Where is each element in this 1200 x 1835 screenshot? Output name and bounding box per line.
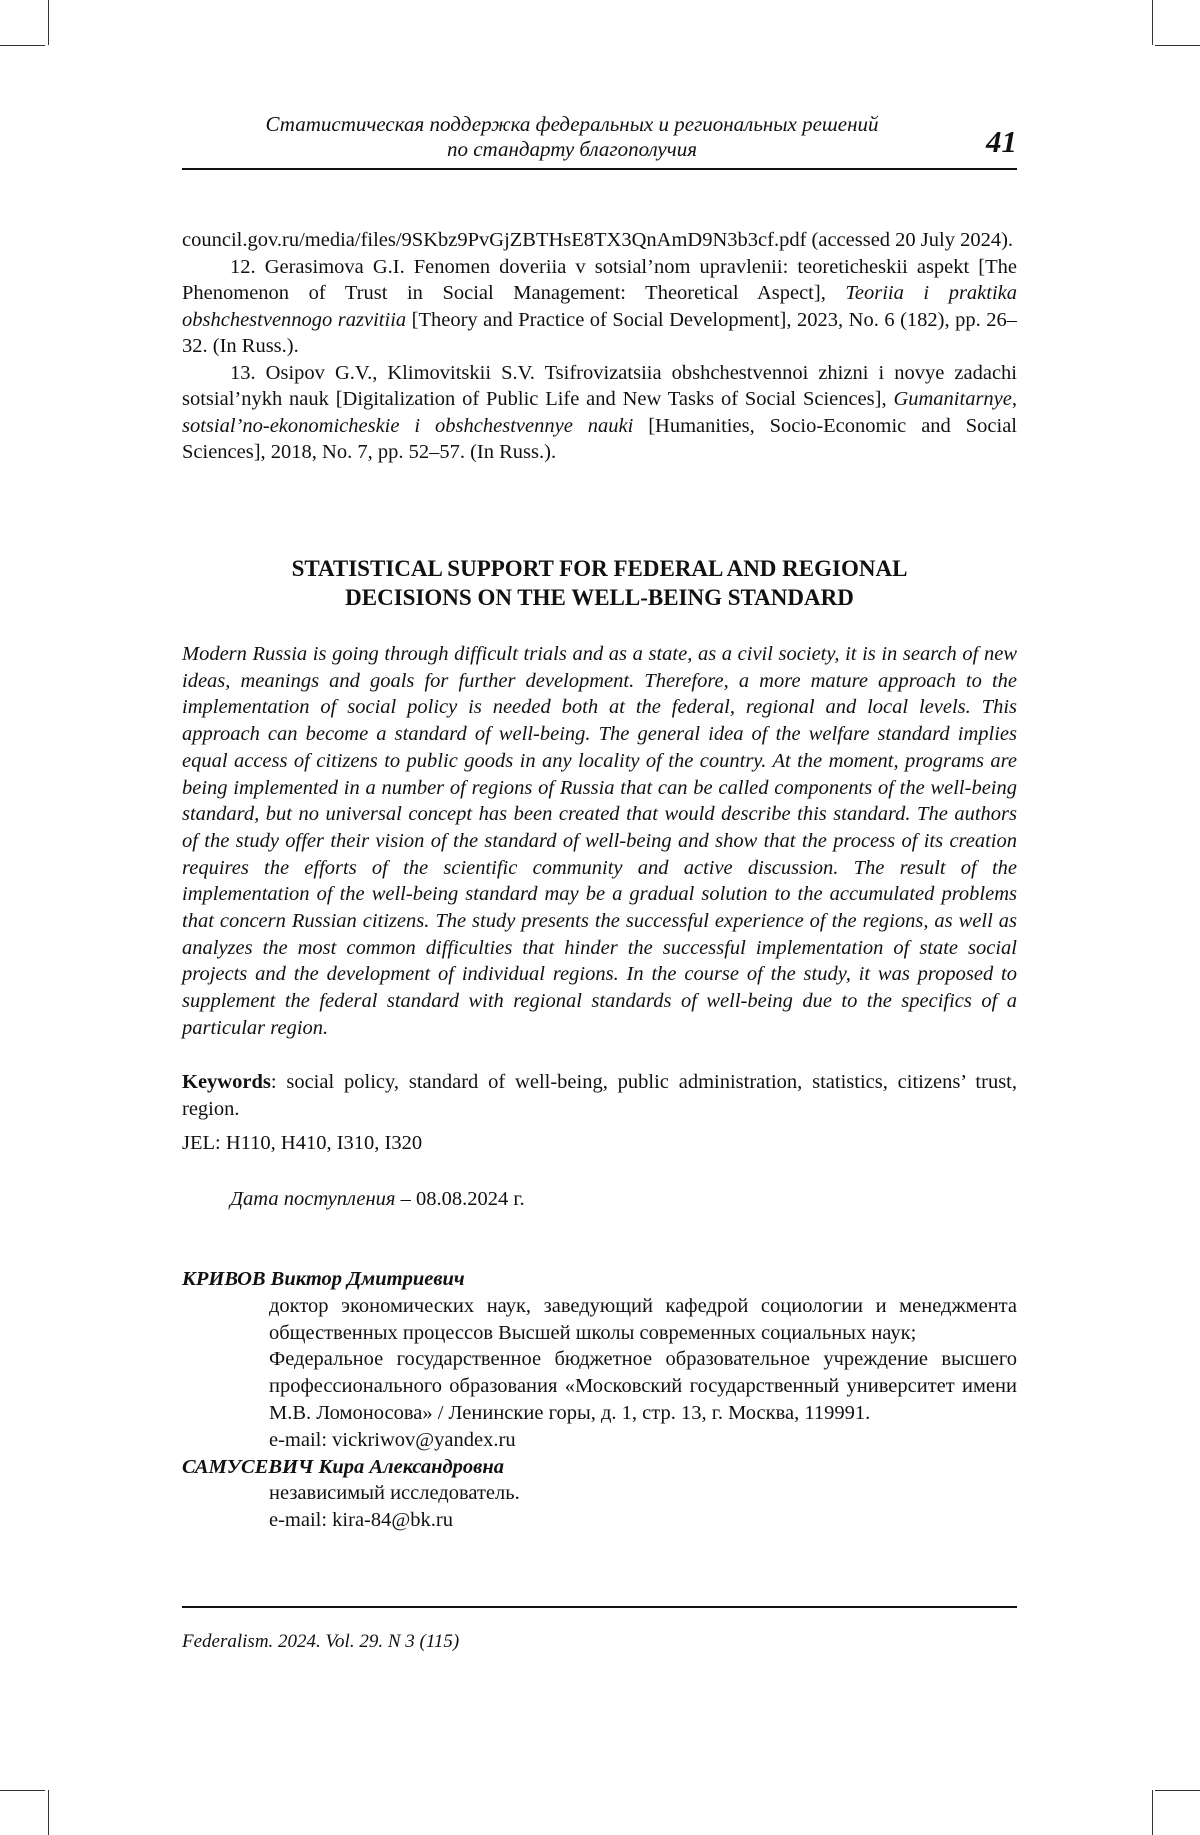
keywords-label: Keywords <box>182 1071 271 1093</box>
author-organization: Федеральное государственное бюджетное образовательное учреждение высшего профессионального образования «Московский государственный университет имени М.В. Ломоносова» / Ленинские горы, д. 1, стр. 13, г. Москва, 119991. <box>269 1348 1017 1424</box>
author-position: доктор экономических наук, заведующий кафедрой социологии и менеджмента общественных процессов Высшей школы современных социальных наук; <box>269 1294 1017 1344</box>
reference-11-tail: council.gov.ru/media/files/9SKbz9PvGjZBTHsE8TX3QnAmD9N3b3cf.pdf (accessed 20 July 2024). <box>182 229 1014 251</box>
crop-mark <box>1155 1790 1200 1791</box>
running-title-line2: по стандарту благополучия <box>446 137 698 161</box>
received-date <box>230 1186 525 1213</box>
keywords-text: : social policy, standard of well-being, public administration, statistics, citizens’ trust, region. <box>182 1071 1017 1120</box>
references-list <box>182 227 1017 466</box>
reference-13-text-end: [Humanities, Socio-Economic and Social Sciences], 2018, No. 7, pp. 52–57. (In Russ.). <box>182 414 1017 463</box>
running-title-line1: Статистическая поддержка федеральных и региональных решений <box>265 112 879 136</box>
crop-mark <box>48 0 49 45</box>
keywords <box>182 1069 1017 1123</box>
author-position: независимый исследователь. <box>269 1482 520 1505</box>
crop-mark <box>0 45 45 46</box>
jel-codes: JEL: H110, H410, I310, I320 <box>182 1132 423 1154</box>
authors-section <box>182 1266 1017 1534</box>
crop-mark <box>48 1790 49 1835</box>
reference-13 <box>182 360 1017 466</box>
article-title-line2: DECISIONS ON THE WELL-BEING STANDARD <box>345 585 854 610</box>
received-date-label: Дата поступления <box>230 1188 396 1210</box>
crop-mark <box>0 1790 45 1791</box>
reference-12-text-end: [Theory and Practice of Social Development], 2023, No. 6 (182), pp. 26–32. (In Russ.). <box>182 308 1017 357</box>
abstract: Modern Russia is going through difficult trials and as a state, as a civil society, it is in search of new ideas, meanings and goals for further development. Therefore, a more mature approach to the implementation of social policy is needed both at the federal, regional and local levels. This approach can become a standard of well-being. The general idea of the welfare standard implies equal access of citizens to public goods in any locality of the country. At the moment, programs are being implemented in a number of regions of Russia that can be called components of the well-being standard, but no universal concept has been created that would describe this standard. The authors of the study offer their vision of the standard of well-being and show that the process of its creation requires the efforts of the scientific community and active discussion. The result of the implementation of the well-being standard may be a gradual solution to the accumulated problems that concern Russian citizens. The study presents the successful experience of the regions, as well as analyzes the most common difficulties that hinder the successful implementation of state social projects and the development of individual regions. In the course of the study, it was proposed to supplement the federal standard with regional standards of well-being due to the specifics of a particular region. <box>182 643 1017 1039</box>
running-header <box>182 112 1017 170</box>
reference-13-text: 13. Osipov G.V., Klimovitskii S.V. Tsifrovizatsiia obshchestvennoi zhizni i novye zadachi sotsial’nykh nauk [Digitalization of Public Life and New Tasks of Social Sciences], <box>182 361 1017 410</box>
author-name: САМУСЕВИЧ Кира Александровна <box>182 1455 504 1478</box>
crop-mark <box>1152 0 1153 45</box>
running-title <box>182 112 962 162</box>
received-date-value: – 08.08.2024 г. <box>395 1188 525 1210</box>
page-number: 41 <box>986 124 1017 159</box>
author-name: КРИВОВ Виктор Дмитриевич <box>182 1268 465 1290</box>
author-email: e-mail: kira-84@bk.ru <box>269 1509 453 1532</box>
journal-citation: Federalism. 2024. Vol. 29. N 3 (115) <box>182 1631 460 1652</box>
crop-mark <box>1155 45 1200 46</box>
reference-13-journal: Gumanitarnye, sotsial’no-ekonomicheskie i obshchestvennye nauki <box>182 388 1017 437</box>
crop-mark <box>1152 1790 1153 1835</box>
article-title-line1: STATISTICAL SUPPORT FOR FEDERAL AND REGIONAL <box>291 556 908 581</box>
author-email: e-mail: vickriwov@yandex.ru <box>269 1428 516 1451</box>
reference-12-journal: Teoriia i praktika obshchestvennogo razvitiia <box>182 282 1018 331</box>
reference-12-text: 12. Gerasimova G.I. Fenomen doveriia v sotsial’nom upravlenii: teoreticheskii aspekt [The Phenomenon of Trust in Social Management: Theoretical Aspect], <box>182 255 1017 304</box>
article-title <box>182 554 1017 612</box>
footer-divider <box>182 1606 1017 1608</box>
reference-12 <box>182 254 1017 360</box>
